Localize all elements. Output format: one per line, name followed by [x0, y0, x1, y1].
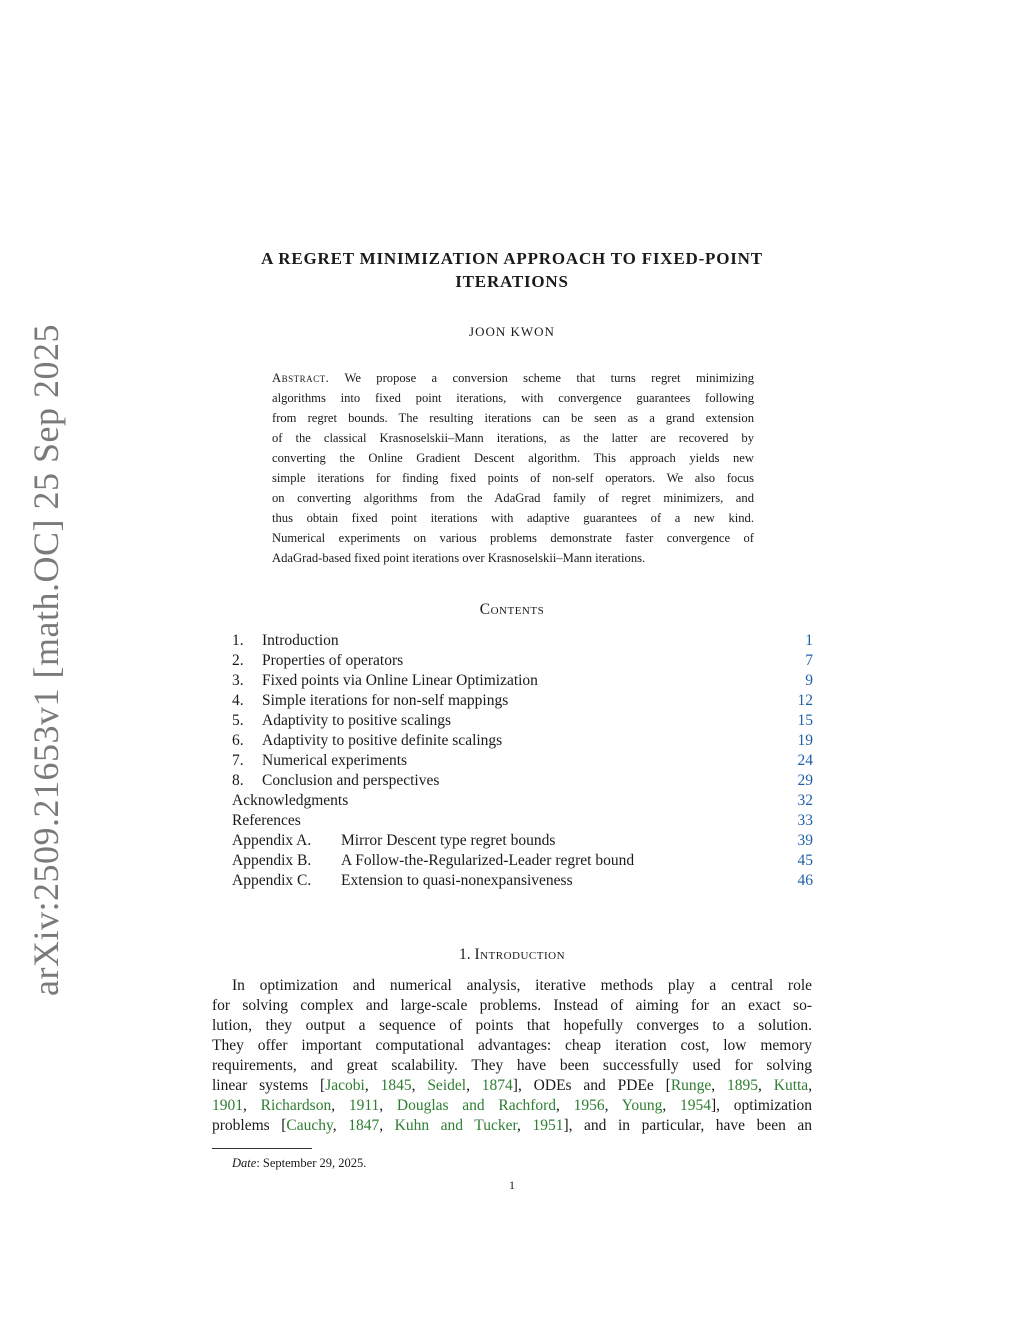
toc-entry[interactable]: 4. Simple iterations for non-self mappings 12 — [232, 692, 813, 709]
citation-link[interactable]: Young — [621, 1097, 663, 1114]
toc-page-link[interactable]: 12 — [797, 692, 813, 709]
toc-page-link[interactable]: 33 — [797, 812, 813, 829]
citation-link[interactable]: Douglas and Rachford — [396, 1097, 557, 1114]
body-line: problems [Cauchy, 1847, Kuhn and Tucker, 1951], and in particular, have been an — [212, 1117, 812, 1134]
toc-entry[interactable]: Appendix A. Mirror Descent type regret bounds 39 — [232, 832, 813, 849]
citation-link[interactable]: 1954 — [679, 1097, 711, 1114]
body-line: 1901, Richardson, 1911, Douglas and Rachford, 1956, Young, 1954], optimization — [212, 1097, 812, 1114]
table-of-contents — [232, 631, 813, 891]
toc-page-link[interactable]: 45 — [797, 852, 813, 869]
toc-page-link[interactable]: 19 — [797, 732, 813, 749]
toc-entry[interactable]: 5. Adaptivity to positive scalings 15 — [232, 712, 813, 729]
body-line: linear systems [Jacobi, 1845, Seidel, 1874], ODEs and PDEe [Runge, 1895, Kutta, — [212, 1077, 812, 1094]
toc-entry[interactable]: 6. Adaptivity to positive definite scalings 19 — [232, 732, 813, 749]
title-line-2: ITERATIONS — [455, 272, 569, 291]
abstract — [272, 370, 754, 570]
abstract-line: converting the Online Gradient Descent algorithm. This approach yields new — [272, 451, 754, 465]
citation-link[interactable]: Runge — [670, 1077, 712, 1094]
abstract-line: thus obtain fixed point iterations with adaptive guarantees of a new kind. — [272, 511, 754, 525]
body-line: requirements, and great scalability. They have been successfully used for solving — [212, 1057, 812, 1074]
abstract-line: AdaGrad-based fixed point iterations over Krasnoselskii–Mann iterations. — [272, 551, 646, 565]
toc-entry[interactable]: Acknowledgments 32 — [232, 792, 813, 809]
citation-link[interactable]: 1895 — [727, 1077, 759, 1094]
toc-entry[interactable]: Appendix C. Extension to quasi-nonexpansiveness 46 — [232, 872, 813, 889]
footnote-rule — [212, 1148, 312, 1149]
abstract-line: simple iterations for finding fixed points of non-self operators. We also focus — [272, 471, 754, 485]
toc-page-link[interactable]: 29 — [797, 772, 813, 789]
citation-link[interactable]: Seidel — [427, 1077, 467, 1094]
citation-link[interactable]: Kuhn and Tucker — [394, 1117, 517, 1134]
abstract-lead: Abstract. — [272, 371, 330, 385]
citation-link[interactable]: Jacobi — [325, 1077, 365, 1094]
toc-entry[interactable]: 3. Fixed points via Online Linear Optimization 9 — [232, 672, 813, 689]
abstract-line: algorithms into fixed point iterations, with convergence guarantees following — [272, 391, 754, 405]
author: JOON KWON — [469, 324, 555, 339]
toc-page-link[interactable]: 7 — [805, 652, 813, 669]
toc-page-link[interactable]: 32 — [797, 792, 813, 809]
toc-entry[interactable]: 8. Conclusion and perspectives 29 — [232, 772, 813, 789]
section-heading: 1. Introduction — [458, 946, 566, 963]
title-line-1: A REGRET MINIMIZATION APPROACH TO FIXED-POINT — [261, 249, 763, 268]
citation-link[interactable]: 1847 — [348, 1117, 380, 1134]
abstract-line: of the classical Krasnoselskii–Mann iterations, as the latter are recovered by — [272, 431, 754, 445]
citation-link[interactable]: Kutta — [773, 1077, 809, 1094]
citation-link[interactable]: 1951 — [532, 1117, 564, 1134]
toc-page-link[interactable]: 1 — [805, 632, 813, 649]
abstract-line: from regret bounds. The resulting iterations can be seen as a grand extension — [272, 411, 754, 425]
abstract-line: We propose a conversion scheme that turns regret minimizing — [344, 371, 754, 385]
citation-link[interactable]: 1874 — [481, 1077, 513, 1094]
citation-link[interactable]: Richardson — [260, 1097, 332, 1114]
citation-link[interactable]: 1956 — [573, 1097, 605, 1114]
toc-entry[interactable]: 2. Properties of operators 7 — [232, 652, 813, 669]
toc-page-link[interactable]: 46 — [797, 872, 813, 889]
arxiv-stamp-text: arXiv:2509.21653v1 [math.OC] 25 Sep 2025 — [26, 324, 66, 996]
intro-paragraph — [212, 976, 812, 1136]
paper-title — [200, 247, 824, 293]
citation-link[interactable]: 1901 — [212, 1097, 243, 1114]
body-line: for solving complex and large-scale problems. Instead of aiming for an exact so- — [212, 997, 812, 1014]
footnote-date: Date: September 29, 2025. — [232, 1156, 367, 1170]
toc-entry[interactable]: 1. Introduction 1 — [232, 632, 813, 649]
toc-entry[interactable]: References 33 — [232, 812, 813, 829]
abstract-line: Numerical experiments on various problems demonstrate faster convergence of — [272, 531, 754, 545]
abstract-line: on converting algorithms from the AdaGrad family of regret minimizers, and — [272, 491, 754, 505]
page-number: 1 — [509, 1178, 515, 1192]
toc-entry[interactable]: Appendix B. A Follow-the-Regularized-Leader regret bound 45 — [232, 852, 813, 869]
body-line: In optimization and numerical analysis, iterative methods play a central role — [232, 977, 812, 994]
toc-page-link[interactable]: 24 — [797, 752, 813, 769]
citation-link[interactable]: 1845 — [380, 1077, 412, 1094]
toc-page-link[interactable]: 39 — [797, 832, 813, 849]
citation-link[interactable]: Cauchy — [286, 1117, 333, 1134]
body-line: lution, they output a sequence of points that hopefully converges to a solution. — [212, 1017, 812, 1034]
toc-page-link[interactable]: 15 — [797, 712, 813, 729]
toc-entry[interactable]: 7. Numerical experiments 24 — [232, 752, 813, 769]
contents-heading: Contents — [479, 601, 545, 618]
body-line: They offer important computational advantages: cheap iteration cost, low memory — [212, 1037, 812, 1054]
toc-page-link[interactable]: 9 — [805, 672, 813, 689]
citation-link[interactable]: 1911 — [348, 1097, 380, 1114]
